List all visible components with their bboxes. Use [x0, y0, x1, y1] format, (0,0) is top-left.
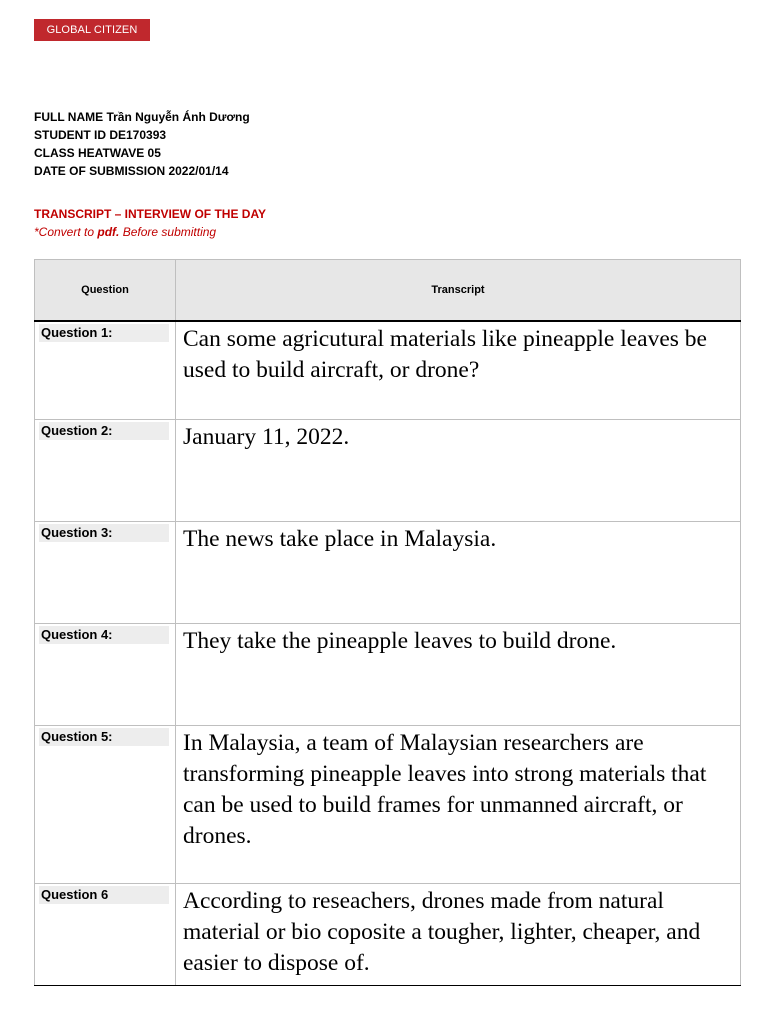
question-label: Question 3: [39, 524, 169, 542]
note-suffix: Before submitting [119, 225, 217, 239]
note-prefix: *Convert to [34, 225, 98, 239]
question-cell [35, 623, 176, 725]
answer-cell [176, 623, 741, 725]
table-row [35, 419, 741, 521]
answer-cell [176, 419, 741, 521]
transcript-column-header: Transcript [176, 260, 741, 322]
table-row [35, 623, 741, 725]
question-label: Question 2: [39, 422, 169, 440]
answer-text: January 11, 2022. [183, 423, 350, 450]
answer-text: They take the pineapple leaves to build drone. [183, 627, 617, 654]
submission-date: DATE OF SUBMISSION 2022/01/14 [34, 164, 229, 178]
answer-text: Can some agricutural materials like pineapple leaves be used to build aircraft, or drone? [183, 326, 707, 383]
question-cell [35, 419, 176, 521]
full-name: FULL NAME Trần Nguyễn Ánh Dương [34, 110, 250, 124]
answer-cell [176, 725, 741, 883]
question-label: Question 5: [39, 728, 169, 746]
answer-cell [176, 321, 741, 419]
class-name: CLASS HEATWAVE 05 [34, 146, 161, 160]
answer-text: According to reseachers, drones made from natural material or bio coposite a tougher, lighter, cheaper, and easier to dispose of. [183, 887, 701, 976]
question-label: Question 6 [39, 886, 169, 904]
table-row [35, 521, 741, 623]
table-row [35, 883, 741, 985]
question-column-header: Question [35, 260, 176, 322]
answer-text: In Malaysia, a team of Malaysian researchers are transforming pineapple leaves into strong materials that can be used to build frames for unmanned aircraft, or drones. [183, 729, 707, 849]
student-info [34, 108, 250, 180]
question-cell [35, 521, 176, 623]
answer-text: The news take place in Malaysia. [183, 525, 497, 552]
question-cell [35, 883, 176, 985]
answer-cell [176, 883, 741, 985]
question-label: Question 1: [39, 324, 169, 342]
table-header-row [35, 260, 741, 322]
global-citizen-logo: GLOBAL CITIZEN [34, 19, 150, 41]
section-title: TRANSCRIPT – INTERVIEW OF THE DAY [34, 207, 267, 221]
question-cell [35, 321, 176, 419]
note-bold: pdf. [97, 225, 120, 239]
question-label: Question 4: [39, 626, 169, 644]
question-cell [35, 725, 176, 883]
table-row [35, 725, 741, 883]
submission-note [34, 224, 216, 240]
transcript-table [34, 259, 741, 986]
student-id: STUDENT ID DE170393 [34, 128, 167, 142]
answer-cell [176, 521, 741, 623]
table-row [35, 321, 741, 419]
